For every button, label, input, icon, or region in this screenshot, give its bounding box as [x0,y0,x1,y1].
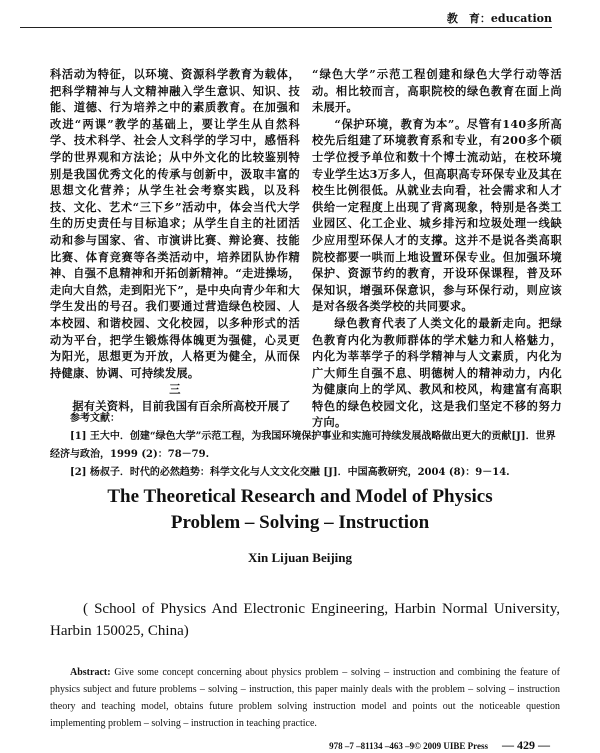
paragraph: 科活动为特征，以环境、资源科学教育为载体，把科学精神与人文精神融入学生意识、知识、技能、道德、行为培养之中的素质教育。在加强和改进“两课”教学的基础上，要让学生从自然科学、技术科学、社会人文科学的学习中，感悟科学的世界观和方法论；从中外文化的比较鉴别特别是我国优秀文化的传承与创新中，汲取丰富的思想文化营养；从学生社会考察实践，以及科技、文化、艺术“三下乡”活动中，体会当代大学生的历史责任与目标追求；从学生自主的社团活动和参与国家、省、市演讲比赛、辩论赛、技能比赛、体育竞赛等各类活动中，培养团队协作精神、自强不息精神和开拓创新精神。“走进操场，走向大自然，走到阳光下”，是中央向青少年和大学生发出的号召。我们要通过营造绿色校园、人本校园、和谐校园、文化校园，以多种形式的活动为平台，把学生锻炼得体魄更为强健，心灵更为阳光，思想更为开放，人格更为健全，从而保持健康、协调、可持续发展。 [50,67,300,380]
reference-item: [2] 杨叔子．时代的必然趋势：科学文化与人文文化交融 [J]．中国高教研究，2004 (8)：9－14. [70,467,510,478]
page-number: — 429 — [502,738,550,752]
section-number: 三 [169,382,181,397]
abstract-label: Abstract: [70,667,111,678]
reference-item: [1] 王大中．创建“绿色大学”示范工程，为我国环境保护事业和实施可持续发展战略做出更大的贡献[J]．世界经济与政治，1999 (2)：78－79. [50,431,556,460]
title-line: Problem – Solving – Instruction [170,512,430,533]
references-heading: 参考文献： [70,413,120,424]
paper-title [0,484,600,536]
paragraph: “保护环境，教育为本”。尽管有140多所高校先后组建了环境教育系和专业，有200多个硕士学位授予单位和数十个博士流动站，在校环境专业学生达3万多人，但高职高专环保专业及其在校生比例很低。从就业去向看，社会需求和人才供给一定程度上出现了背离现象，特别是各类工业园区、化工企业、城乡排污和垃圾处理一线缺少应用型环保人才的支撑。这并不是说各类高职院校都要一哄而上地设置环保专业。但加强环境保护、资源节约的教育，开设环保课程，普及环保知识，增强环保意识，参与环保行动，则应该是对各级各类学校的共同要求。 [312,116,562,314]
abstract [50,664,560,732]
right-column [312,66,562,431]
footer [329,738,550,753]
header-rule [20,27,552,28]
left-column [50,66,300,414]
affiliation: ( School of Physics And Electronic Engineering, Harbin Normal University, Harbin 150025, China) [50,601,560,639]
isbn: 978 –7 –81134 –463 –9© 2009 UIBE Press [329,741,488,751]
running-header: 教 育：education [446,12,552,25]
authors: Xin Lijuan Beijing [247,550,353,565]
paragraph: “绿色大学”示范工程创建和绿色大学行动等活动。相比较而言，高职院校的绿色教育在面上尚未展开。 [312,67,562,115]
paragraph: 据有关资料，目前我国有百余所高校开展了 [72,398,291,413]
references [50,410,560,482]
abstract-text: Give some concept concerning about physics problem – solving – instruction and combining the feature of physics subject and future problems – solving – instruction, this paper mainly deals with the problem – solving – instruction theory and teaching model, obtains future problem solving instruction model and points out the noticeable question implementing problem – solving – instruction in teaching practice. [50,667,561,729]
paragraph: 绿色教育代表了人类文化的最新走向。把绿色教育内化为教师群体的学术魅力和人格魅力，内化为莘莘学子的科学精神与人文素质，内化为广大师生自强不息、明德树人的精神动力，内化为健康向上的学风、教风和校风，构建富有高职特色的绿色校园文化，这是我们坚定不移的努力方向。 [312,315,562,430]
title-line: The Theoretical Research and Model of Physics [107,486,493,507]
